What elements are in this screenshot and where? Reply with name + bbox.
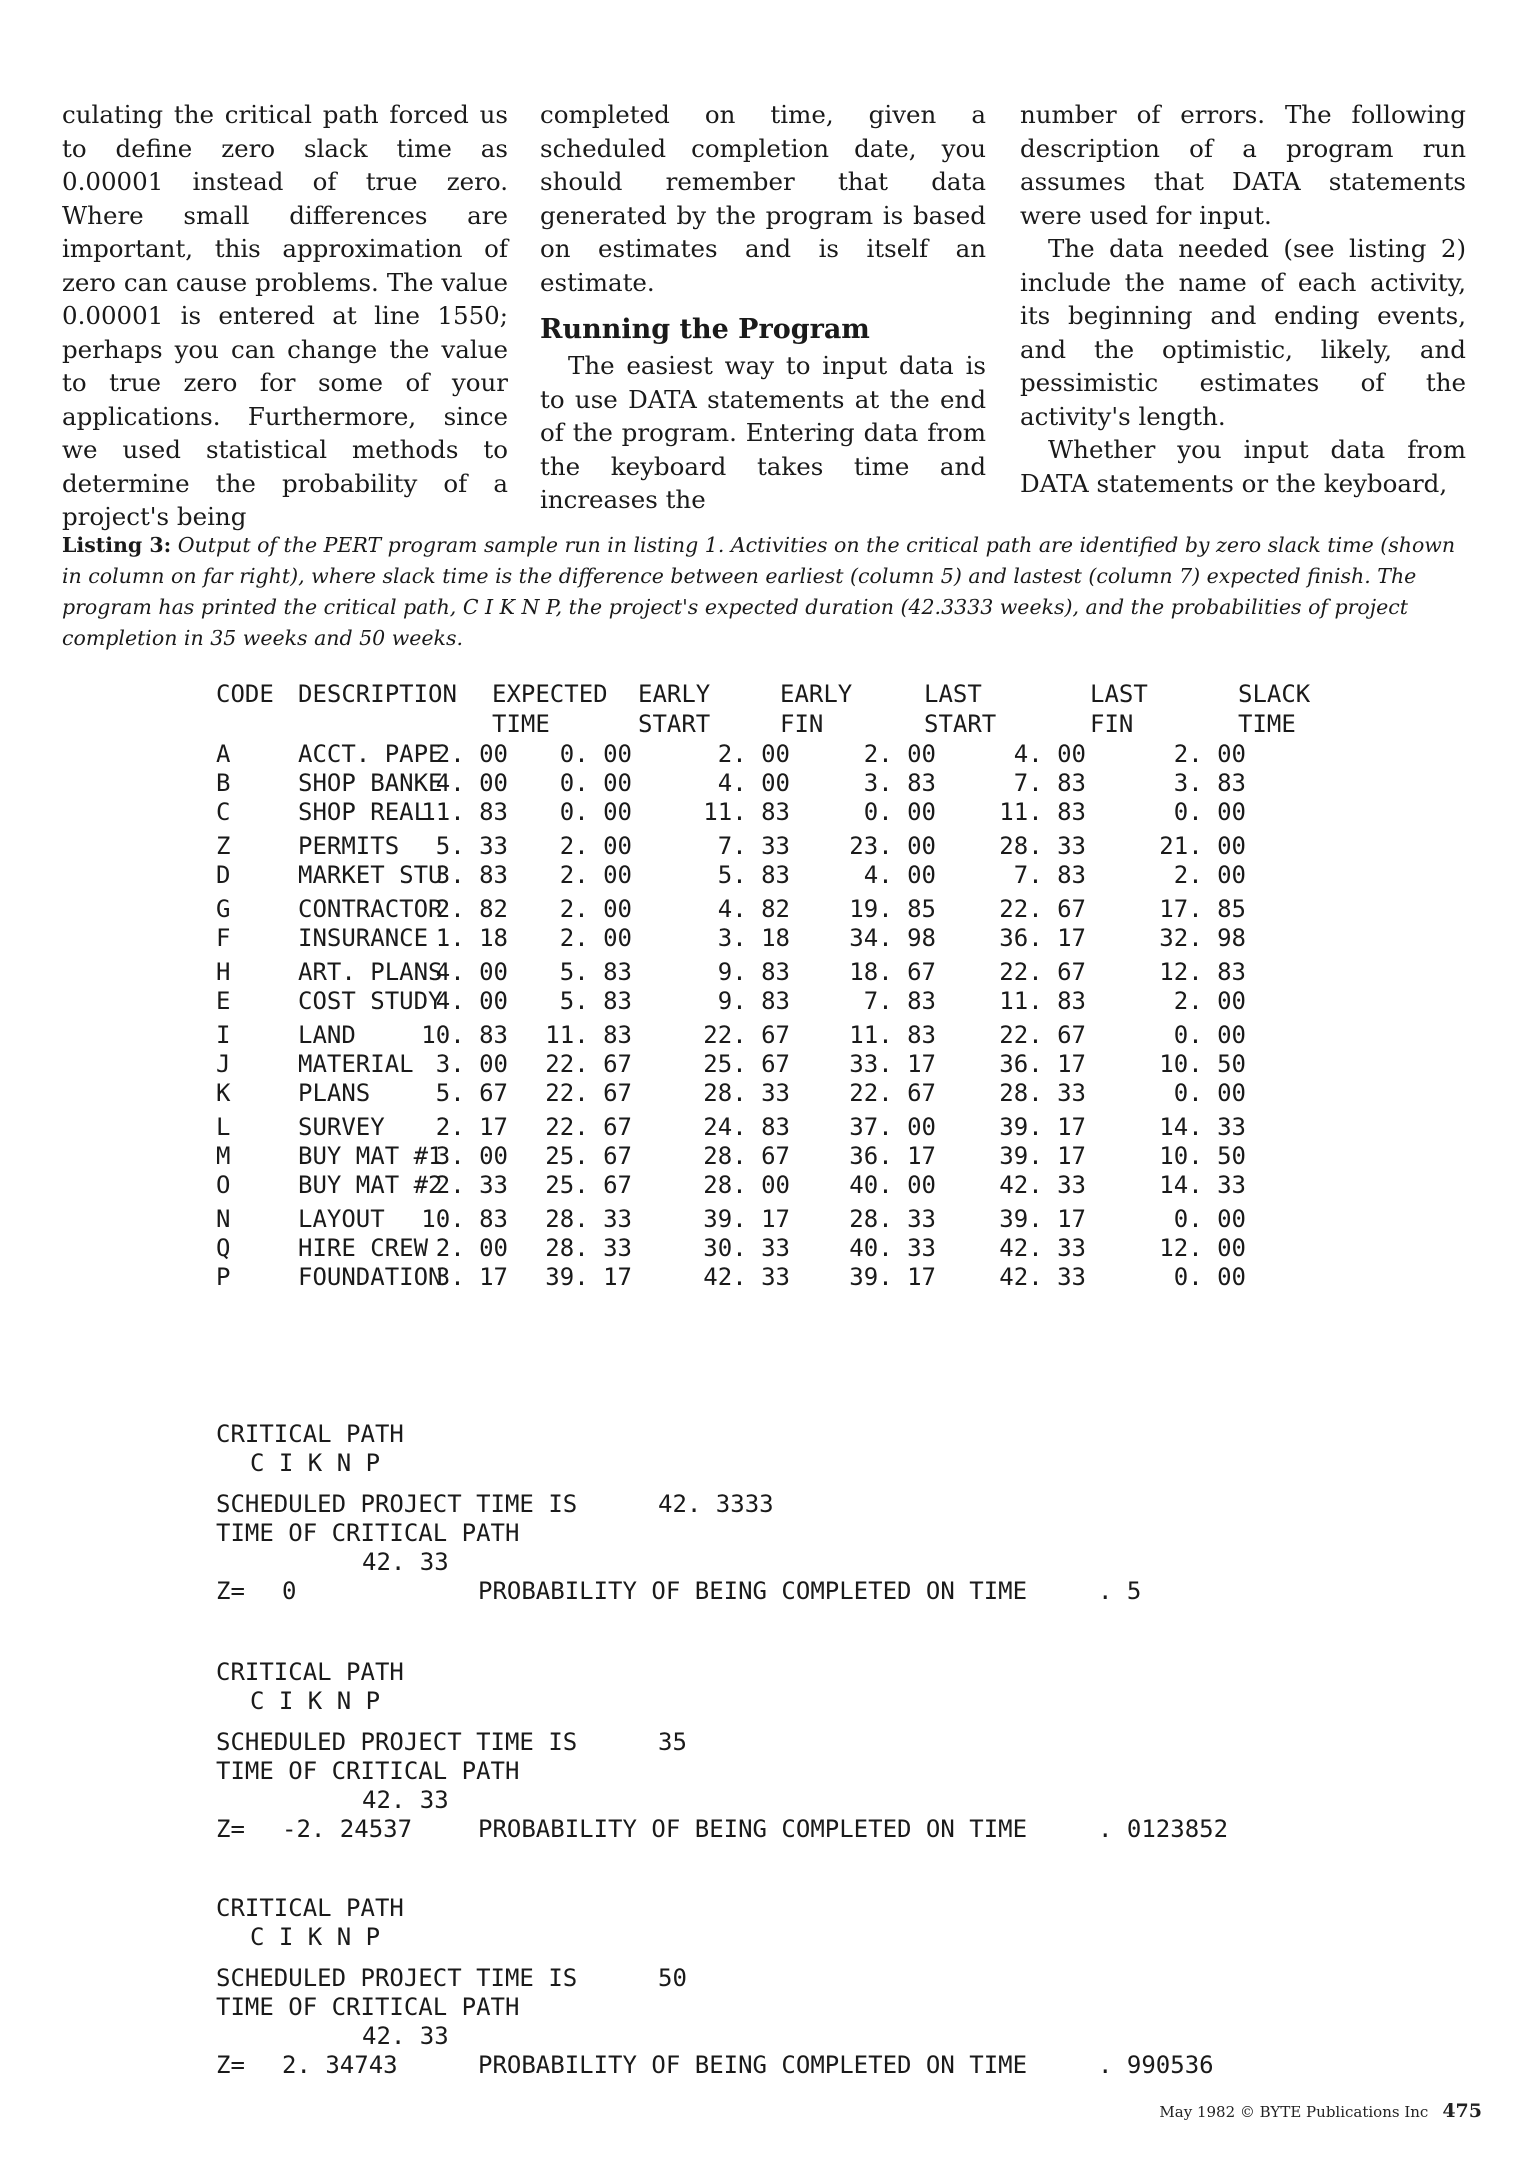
- cell-last-fin: 36. 17: [999, 1050, 1086, 1078]
- table-row: [216, 861, 1336, 890]
- cell-early-fin: 30. 33: [703, 1234, 790, 1262]
- cell-expected-time: 2. 82: [435, 895, 508, 923]
- cell-early-fin: 39. 17: [703, 1205, 790, 1233]
- critical-path-label: CRITICAL PATH: [216, 1420, 404, 1448]
- cell-early-fin: 28. 67: [703, 1142, 790, 1170]
- cell-early-start: 28. 33: [545, 1205, 632, 1233]
- cell-last-fin: 7. 83: [1013, 769, 1086, 797]
- cell-expected-time: 5. 33: [435, 832, 508, 860]
- cell-early-start: 2. 00: [559, 895, 632, 923]
- col1-paragraph: culating the critical path forced us to define zero slack time as 0.00001 instead of true zero. Where small differences are important, this approximation of zero can cause problems. The value 0.00001 is entered at line 1550; perhaps you can change the value to true zero for some of your applications. Furthermore, since we used statistical methods to determine the probability of a project's being: [62, 100, 508, 531]
- cell-early-start: 25. 67: [545, 1142, 632, 1170]
- cell-early-fin: 42. 33: [703, 1263, 790, 1291]
- cell-expected-time: 4. 00: [435, 987, 508, 1015]
- cell-last-start: 34. 98: [849, 924, 936, 952]
- cell-early-start: 11. 83: [545, 1021, 632, 1049]
- cell-early-start: 22. 67: [545, 1050, 632, 1078]
- header-last-start-2: START: [924, 710, 997, 738]
- cell-expected-time: 10. 83: [421, 1021, 508, 1049]
- cell-code: B: [216, 769, 231, 797]
- cell-description: LAND: [298, 1021, 356, 1049]
- col3-paragraph-3: Whether you input data from DATA statements or the keyboard,: [1020, 435, 1466, 498]
- cell-slack-time: 10. 50: [1159, 1142, 1246, 1170]
- cell-slack-time: 3. 83: [1173, 769, 1246, 797]
- table-row: [216, 1079, 1336, 1108]
- cell-expected-time: 3. 00: [435, 1142, 508, 1170]
- table-row: [216, 1263, 1336, 1292]
- cell-expected-time: 2. 00: [435, 1234, 508, 1262]
- time-label: TIME OF CRITICAL PATH: [216, 1519, 520, 1547]
- header-description: DESCRIPTION: [298, 680, 457, 708]
- cell-last-start: 40. 00: [849, 1171, 936, 1199]
- table-row: [216, 1050, 1336, 1079]
- probability-label: PROBABILITY OF BEING COMPLETED ON TIME: [478, 2051, 1028, 2079]
- time-value: 42. 33: [362, 1786, 449, 1814]
- cell-description: COST STUDY: [298, 987, 443, 1015]
- cell-description: BUY MAT #2: [298, 1171, 443, 1199]
- cell-code: G: [216, 895, 231, 923]
- column-1: [62, 98, 508, 534]
- table-header-row-2: [216, 710, 1336, 740]
- cell-description: PLANS: [298, 1079, 371, 1107]
- cell-last-fin: 39. 17: [999, 1113, 1086, 1141]
- cell-last-start: 22. 67: [849, 1079, 936, 1107]
- column-3: [1020, 98, 1466, 500]
- cell-last-fin: 11. 83: [999, 798, 1086, 826]
- run-output-2: [216, 1658, 1316, 1844]
- header-last-fin: LAST: [1090, 680, 1148, 708]
- z-label: Z=: [216, 1577, 245, 1605]
- col2-paragraph-2: The easiest way to input data is to use DATA statements at the end of the program. Entering data from the keyboard takes time and increases the: [540, 351, 986, 514]
- run-output-1: [216, 1420, 1316, 1606]
- cell-early-start: 0. 00: [559, 798, 632, 826]
- time-value: 42. 33: [362, 1548, 449, 1576]
- caption-label: Listing 3:: [62, 533, 172, 557]
- cell-expected-time: 2. 17: [435, 1113, 508, 1141]
- table-body: [216, 740, 1336, 1292]
- scheduled-value: 50: [658, 1964, 687, 1992]
- cell-description: MARKET STU: [298, 861, 443, 889]
- scheduled-label: SCHEDULED PROJECT TIME IS: [216, 1728, 578, 1756]
- header-slack: SLACK: [1238, 680, 1311, 708]
- cell-description: CONTRACTOR: [298, 895, 443, 923]
- cell-code: O: [216, 1171, 231, 1199]
- cell-last-start: 18. 67: [849, 958, 936, 986]
- table-row: [216, 740, 1336, 769]
- cell-early-start: 2. 00: [559, 832, 632, 860]
- cell-last-start: 23. 00: [849, 832, 936, 860]
- cell-last-fin: 28. 33: [999, 1079, 1086, 1107]
- table-row: [216, 832, 1336, 861]
- header-last-start: LAST: [924, 680, 982, 708]
- cell-early-fin: 25. 67: [703, 1050, 790, 1078]
- table-row: [216, 1021, 1336, 1050]
- cell-early-start: 5. 83: [559, 958, 632, 986]
- header-expected: EXPECTED: [492, 680, 608, 708]
- cell-early-start: 2. 00: [559, 924, 632, 952]
- critical-path-codes: C I K N P: [250, 1449, 381, 1477]
- cell-description: INSURANCE: [298, 924, 429, 952]
- cell-description: FOUNDATION: [298, 1263, 443, 1291]
- cell-early-fin: 24. 83: [703, 1113, 790, 1141]
- cell-slack-time: 12. 83: [1159, 958, 1246, 986]
- cell-code: H: [216, 958, 231, 986]
- cell-description: ACCT. PAPE: [298, 740, 443, 768]
- cell-last-start: 39. 17: [849, 1263, 936, 1291]
- cell-slack-time: 17. 85: [1159, 895, 1246, 923]
- cell-early-start: 0. 00: [559, 740, 632, 768]
- caption-text: Output of the PERT program sample run in listing 1. Activities on the critical path are identified by zero slack time (shown in column on far right), where slack time is the difference between earliest (column 5) and lastest (column 7) expected finish. The program has printed the critical path, C I K N P, the project's expected duration (42.3333 weeks), and the probabilities of project completion in 35 weeks and 50 weeks.: [62, 533, 1456, 650]
- cell-last-fin: 28. 33: [999, 832, 1086, 860]
- cell-early-start: 0. 00: [559, 769, 632, 797]
- cell-code: Z: [216, 832, 231, 860]
- cell-description: SHOP BANKE: [298, 769, 443, 797]
- cell-early-start: 25. 67: [545, 1171, 632, 1199]
- header-early-fin-2: FIN: [780, 710, 824, 738]
- cell-last-fin: 22. 67: [999, 1021, 1086, 1049]
- cell-early-start: 5. 83: [559, 987, 632, 1015]
- scheduled-value: 35: [658, 1728, 687, 1756]
- scheduled-label: SCHEDULED PROJECT TIME IS: [216, 1490, 578, 1518]
- cell-slack-time: 12. 00: [1159, 1234, 1246, 1262]
- table-header-row-1: [216, 680, 1336, 710]
- cell-description: MATERIAL: [298, 1050, 414, 1078]
- cell-last-start: 2. 00: [863, 740, 936, 768]
- cell-early-fin: 4. 82: [717, 895, 790, 923]
- table-row: [216, 1113, 1336, 1142]
- cell-description: LAYOUT: [298, 1205, 385, 1233]
- cell-code: N: [216, 1205, 231, 1233]
- probability-label: PROBABILITY OF BEING COMPLETED ON TIME: [478, 1577, 1028, 1605]
- time-label: TIME OF CRITICAL PATH: [216, 1757, 520, 1785]
- cell-expected-time: 4. 00: [435, 958, 508, 986]
- cell-description: PERMITS: [298, 832, 400, 860]
- cell-early-start: 2. 00: [559, 861, 632, 889]
- time-value: 42. 33: [362, 2022, 449, 2050]
- table-row: [216, 1234, 1336, 1263]
- cell-last-start: 28. 33: [849, 1205, 936, 1233]
- cell-last-fin: 39. 17: [999, 1142, 1086, 1170]
- table-row: [216, 769, 1336, 798]
- cell-slack-time: 2. 00: [1173, 861, 1246, 889]
- cell-early-fin: 4. 00: [717, 769, 790, 797]
- cell-description: SHOP REAL: [298, 798, 429, 826]
- z-value: 0: [282, 1577, 297, 1605]
- cell-description: BUY MAT #1: [298, 1142, 443, 1170]
- cell-expected-time: 4. 00: [435, 769, 508, 797]
- table-row: [216, 1205, 1336, 1234]
- cell-code: Q: [216, 1234, 231, 1262]
- cell-last-fin: 42. 33: [999, 1234, 1086, 1262]
- probability-value: . 5: [1098, 1577, 1142, 1605]
- cell-early-start: 28. 33: [545, 1234, 632, 1262]
- cell-code: E: [216, 987, 231, 1015]
- header-early-start: EARLY: [638, 680, 711, 708]
- cell-early-fin: 28. 00: [703, 1171, 790, 1199]
- cell-slack-time: 2. 00: [1173, 987, 1246, 1015]
- table-row: [216, 958, 1336, 987]
- cell-last-fin: 4. 00: [1013, 740, 1086, 768]
- header-early-fin: EARLY: [780, 680, 853, 708]
- probability-label: PROBABILITY OF BEING COMPLETED ON TIME: [478, 1815, 1028, 1843]
- header-code: CODE: [216, 680, 274, 708]
- cell-last-start: 7. 83: [863, 987, 936, 1015]
- cell-last-start: 36. 17: [849, 1142, 936, 1170]
- table-row: [216, 895, 1336, 924]
- cell-slack-time: 10. 50: [1159, 1050, 1246, 1078]
- scheduled-label: SCHEDULED PROJECT TIME IS: [216, 1964, 578, 1992]
- cell-description: ART. PLANS: [298, 958, 443, 986]
- cell-code: I: [216, 1021, 231, 1049]
- cell-last-start: 33. 17: [849, 1050, 936, 1078]
- col3-paragraph-1: number of errors. The following description of a program run assumes that DATA statements were used for input.: [1020, 100, 1466, 230]
- table-row: [216, 987, 1336, 1016]
- cell-last-fin: 36. 17: [999, 924, 1086, 952]
- run-output-3: [216, 1894, 1316, 2080]
- cell-last-fin: 42. 33: [999, 1171, 1086, 1199]
- col2-paragraph-1: completed on time, given a scheduled completion date, you should remember that data generated by the program is based on estimates and is itself an estimate.: [540, 100, 986, 297]
- table-row: [216, 1171, 1336, 1200]
- header-slack-time: TIME: [1238, 710, 1296, 738]
- cell-expected-time: 3. 00: [435, 1050, 508, 1078]
- cell-slack-time: 14. 33: [1159, 1171, 1246, 1199]
- cell-slack-time: 14. 33: [1159, 1113, 1246, 1141]
- cell-last-fin: 39. 17: [999, 1205, 1086, 1233]
- cell-early-fin: 9. 83: [717, 958, 790, 986]
- cell-last-fin: 7. 83: [1013, 861, 1086, 889]
- cell-early-fin: 28. 33: [703, 1079, 790, 1107]
- cell-code: P: [216, 1263, 231, 1291]
- page-number: 475: [1442, 2100, 1482, 2122]
- pert-output-table: [216, 680, 1336, 1291]
- z-value: -2. 24537: [282, 1815, 413, 1843]
- cell-slack-time: 0. 00: [1173, 1205, 1246, 1233]
- cell-slack-time: 0. 00: [1173, 1263, 1246, 1291]
- cell-slack-time: 0. 00: [1173, 1021, 1246, 1049]
- cell-slack-time: 2. 00: [1173, 740, 1246, 768]
- cell-last-start: 11. 83: [849, 1021, 936, 1049]
- z-label: Z=: [216, 1815, 245, 1843]
- header-expected-time: TIME: [492, 710, 550, 738]
- probability-value: . 0123852: [1098, 1815, 1229, 1843]
- probability-value: . 990536: [1098, 2051, 1214, 2079]
- cell-last-start: 0. 00: [863, 798, 936, 826]
- cell-last-start: 40. 33: [849, 1234, 936, 1262]
- cell-slack-time: 0. 00: [1173, 798, 1246, 826]
- critical-path-label: CRITICAL PATH: [216, 1658, 404, 1686]
- critical-path-codes: C I K N P: [250, 1923, 381, 1951]
- table-row: [216, 924, 1336, 953]
- table-row: [216, 798, 1336, 827]
- z-value: 2. 34743: [282, 2051, 398, 2079]
- cell-early-fin: 5. 83: [717, 861, 790, 889]
- critical-path-codes: C I K N P: [250, 1687, 381, 1715]
- cell-expected-time: 10. 83: [421, 1205, 508, 1233]
- cell-early-fin: 3. 18: [717, 924, 790, 952]
- cell-expected-time: 3. 83: [435, 861, 508, 889]
- cell-last-start: 4. 00: [863, 861, 936, 889]
- cell-early-fin: 9. 83: [717, 987, 790, 1015]
- cell-early-fin: 22. 67: [703, 1021, 790, 1049]
- cell-description: SURVEY: [298, 1113, 385, 1141]
- cell-expected-time: 3. 17: [435, 1263, 508, 1291]
- cell-expected-time: 5. 67: [435, 1079, 508, 1107]
- cell-last-fin: 22. 67: [999, 958, 1086, 986]
- cell-code: K: [216, 1079, 231, 1107]
- cell-code: A: [216, 740, 231, 768]
- scheduled-value: 42. 3333: [658, 1490, 774, 1518]
- cell-last-fin: 11. 83: [999, 987, 1086, 1015]
- cell-expected-time: 2. 00: [435, 740, 508, 768]
- time-label: TIME OF CRITICAL PATH: [216, 1993, 520, 2021]
- listing-caption: [62, 530, 1474, 654]
- footer-credit: May 1982 © BYTE Publications Inc: [1159, 2103, 1429, 2121]
- header-last-fin-2: FIN: [1090, 710, 1134, 738]
- header-early-start-2: START: [638, 710, 711, 738]
- cell-expected-time: 11. 83: [421, 798, 508, 826]
- cell-last-start: 3. 83: [863, 769, 936, 797]
- cell-code: J: [216, 1050, 231, 1078]
- critical-path-label: CRITICAL PATH: [216, 1894, 404, 1922]
- cell-slack-time: 0. 00: [1173, 1079, 1246, 1107]
- cell-last-fin: 22. 67: [999, 895, 1086, 923]
- body-text: [62, 98, 1474, 531]
- cell-code: C: [216, 798, 231, 826]
- cell-expected-time: 2. 33: [435, 1171, 508, 1199]
- cell-early-start: 22. 67: [545, 1113, 632, 1141]
- cell-code: D: [216, 861, 231, 889]
- cell-expected-time: 1. 18: [435, 924, 508, 952]
- cell-code: L: [216, 1113, 231, 1141]
- cell-slack-time: 21. 00: [1159, 832, 1246, 860]
- cell-code: F: [216, 924, 231, 952]
- cell-slack-time: 32. 98: [1159, 924, 1246, 952]
- cell-last-start: 37. 00: [849, 1113, 936, 1141]
- table-row: [216, 1142, 1336, 1171]
- col3-paragraph-2: The data needed (see listing 2) include the name of each activity, its beginning and ending events, and the optimistic, likely, and pessimistic estimates of the activity's length.: [1020, 234, 1466, 431]
- z-label: Z=: [216, 2051, 245, 2079]
- cell-description: HIRE CREW: [298, 1234, 429, 1262]
- cell-last-fin: 42. 33: [999, 1263, 1086, 1291]
- cell-early-start: 22. 67: [545, 1079, 632, 1107]
- column-2: [540, 98, 986, 517]
- cell-early-start: 39. 17: [545, 1263, 632, 1291]
- page-footer: [1159, 2100, 1482, 2122]
- cell-last-start: 19. 85: [849, 895, 936, 923]
- section-heading: Running the Program: [540, 314, 870, 345]
- cell-early-fin: 2. 00: [717, 740, 790, 768]
- cell-early-fin: 7. 33: [717, 832, 790, 860]
- cell-early-fin: 11. 83: [703, 798, 790, 826]
- cell-code: M: [216, 1142, 231, 1170]
